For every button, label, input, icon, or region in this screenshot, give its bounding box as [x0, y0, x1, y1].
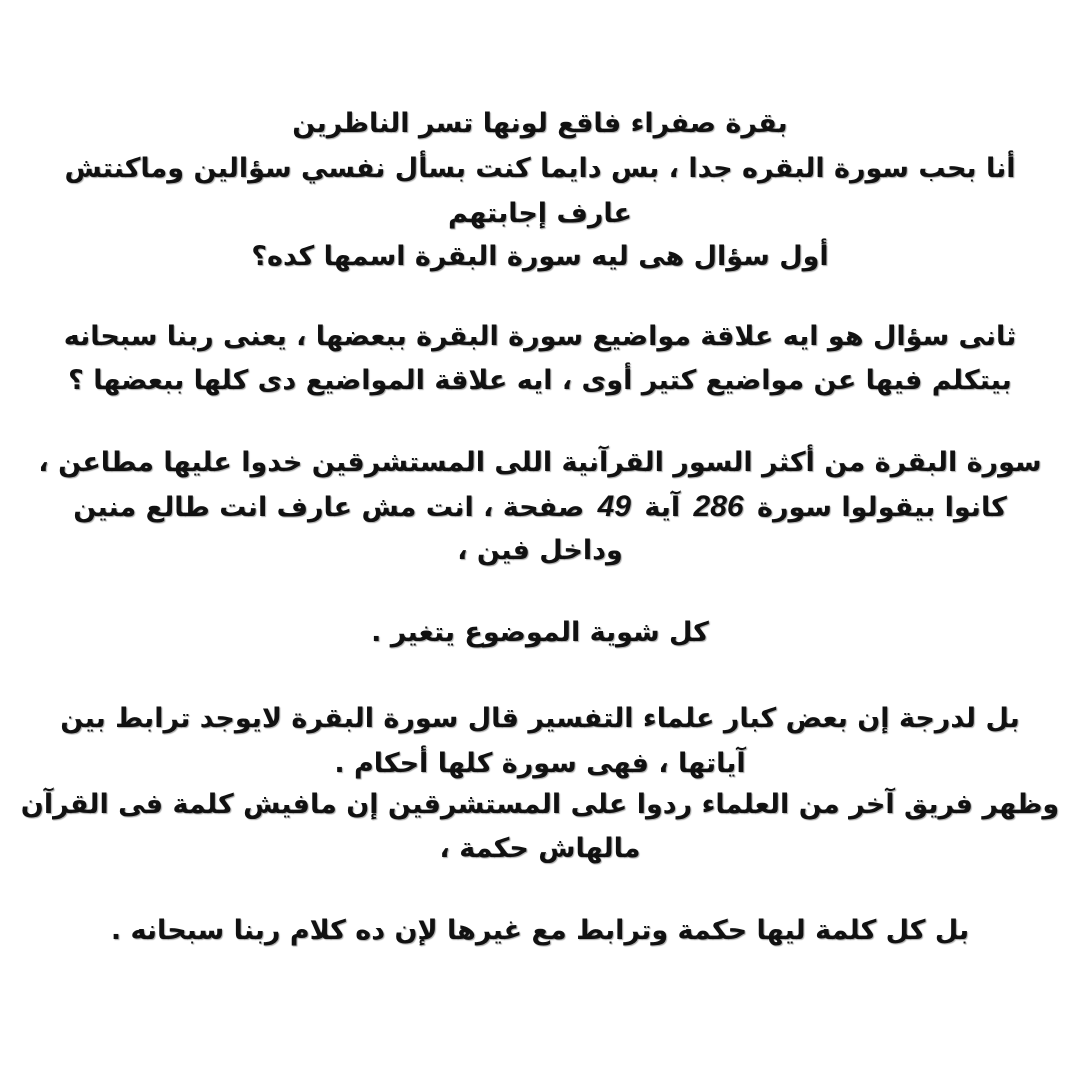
- text-line: مالهاش حكمة ،: [439, 833, 641, 864]
- text-line: أول سؤال هى ليه سورة البقرة اسمها كده؟: [251, 241, 829, 272]
- text-line: وداخل فين ،: [457, 535, 623, 566]
- text-line: بيتكلم فيها عن مواضيع كتير أوى ، ايه علاقة المواضيع دى كلها ببعضها ؟: [68, 365, 1012, 396]
- text-segment: صفحة ، انت مش عارف انت طالع منين: [73, 492, 585, 523]
- verse-count: 286: [693, 490, 744, 523]
- text-segment: كانوا بيقولوا سورة: [757, 492, 1007, 523]
- text-line: سورة البقرة من أكثر السور القرآنية اللى المستشرقين خدوا عليها مطاعن ،: [38, 447, 1042, 478]
- text-line: آياتها ، فهى سورة كلها أحكام .: [334, 748, 746, 779]
- text-line: وظهر فريق آخر من العلماء ردوا على المستشرقين إن مافيش كلمة فى القرآن: [20, 789, 1060, 820]
- text-line: بل كل كلمة ليها حكمة وترابط مع غيرها لإن ده كلام ربنا سبحانه .: [110, 915, 970, 946]
- text-segment: آية: [644, 492, 681, 523]
- text-line-with-numbers: [0, 488, 1080, 527]
- text-line: كل شوية الموضوع يتغير .: [371, 617, 709, 648]
- page-count: 49: [597, 490, 631, 523]
- text-line: أنا بحب سورة البقره جدا ، بس دايما كنت بسأل نفسي سؤالين وماكنتش: [64, 153, 1016, 184]
- text-line: ثانى سؤال هو ايه علاقة مواضيع سورة البقرة ببعضها ، يعنى ربنا سبحانه: [63, 321, 1017, 352]
- text-line: بل لدرجة إن بعض كبار علماء التفسير قال سورة البقرة لايوجد ترابط بين: [60, 703, 1020, 734]
- title-line: بقرة صفراء فاقع لونها تسر الناظرين: [292, 108, 788, 139]
- text-line: عارف إجابتهم: [448, 198, 632, 229]
